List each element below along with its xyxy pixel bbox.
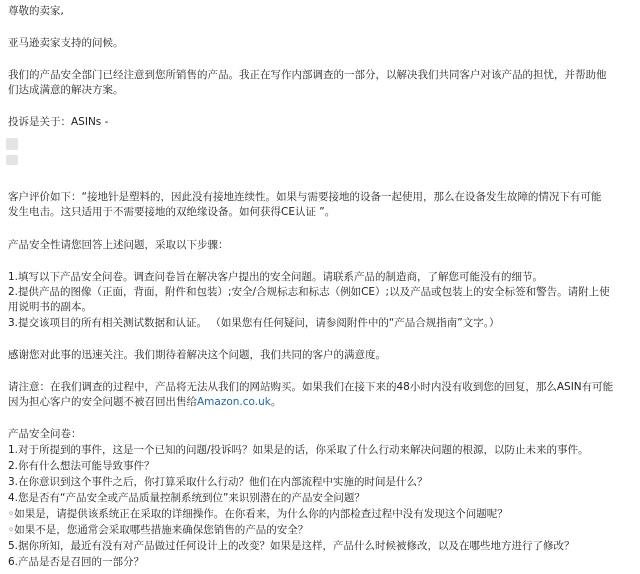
notice-line <box>8 395 632 409</box>
redacted-block <box>6 138 18 150</box>
greeting: 尊敬的卖家, <box>8 5 64 17</box>
notice-text: 。 <box>270 396 282 408</box>
review-line: 发生电击。这只适用于不需要接地的双绝缘设备。如何获得CE认证 ”。 <box>8 206 336 218</box>
step-line: 1.填写以下产品安全问卷。调查问卷旨在解决客户提出的安全问题。请联系产品的制造商，了解您可能没有的细节。 <box>8 271 544 283</box>
steps-intro: 产品安全性请您回答上述问题，采取以下步骤： <box>8 239 229 251</box>
question-subline: ◦如果是，请提供该系统正在采取的详细操作。在你看来，为什么你的内部检查过程中没有发现这个问题呢？ <box>8 508 508 520</box>
notice-text: 因为担心客户的安全问题不被召回出售给 <box>8 396 197 408</box>
question-line: 1.对于所提到的事件，这是一个已知的问题/投诉吗？如果是的话，你采取了什么行动来解决问题的根源，以防止未来的事件。 <box>8 444 589 456</box>
review-line: 客户评价如下：“接地针是塑料的，因此没有接地连续性。如果与需要接地的设备一起使用，那么在设备发生故障的情况下有可能 <box>8 191 602 203</box>
step-line: 2.提供产品的图像（正面，背面，附件和包装）;安全/合规标志和标志（例如CE）;以及产品或包装上的安全标签和警告。请附上使 <box>8 286 610 298</box>
paragraph-line: 我们的产品安全部门已经注意到您所销售的产品。我正在写作内部调查的一部分，以解决我们共同客户对该产品的担忧，并帮助他 <box>8 69 607 81</box>
question-line: 6.产品是否是召回的一部分？ <box>8 556 145 568</box>
notice-line: 请注意：在我们调查的过程中，产品将无法从我们的网站购买。如果我们在接下来的48小时内没有收到您的回复，那么ASIN有可能 <box>8 381 614 393</box>
redacted-block <box>6 155 18 165</box>
complaint-line: 投诉是关于：ASINs - <box>8 116 109 128</box>
intro-line: 亚马逊卖家支持的问候。 <box>8 37 124 49</box>
question-subline: ◦如果不是，您通常会采取哪些措施来确保您销售的产品的安全？ <box>8 524 309 536</box>
question-line: 3.在你意识到这个事件之后，你打算采取什么行动？他们在内部流程中实施的时间是什么？ <box>8 476 428 488</box>
paragraph-line: 们达成满意的解决方案。 <box>8 84 124 96</box>
amazon-link[interactable]: Amazon.co.uk <box>197 396 271 408</box>
thanks-line: 感谢您对此事的迅速关注。我们期待着解决这个问题，我们共同的客户的满意度。 <box>8 349 386 361</box>
question-line: 5.据你所知，最近有没有对产品做过任何设计上的改变？如果是这样，产品什么时候被修改，以及在哪些地方进行了修改？ <box>8 540 575 552</box>
step-line: 3.提交该项目的所有相关测试数据和认证。 （如果您有任何疑问，请参阅附件中的“产品合规指南”文字。） <box>8 317 500 329</box>
questionnaire-title: 产品安全问卷： <box>8 428 82 440</box>
step-line: 用说明书的副本。 <box>8 301 92 313</box>
question-line: 4.您是否有“产品安全或产品质量控制系统到位”来识别潜在的产品安全问题？ <box>8 492 365 504</box>
question-line: 2.你有什么想法可能导致事件？ <box>8 460 155 472</box>
